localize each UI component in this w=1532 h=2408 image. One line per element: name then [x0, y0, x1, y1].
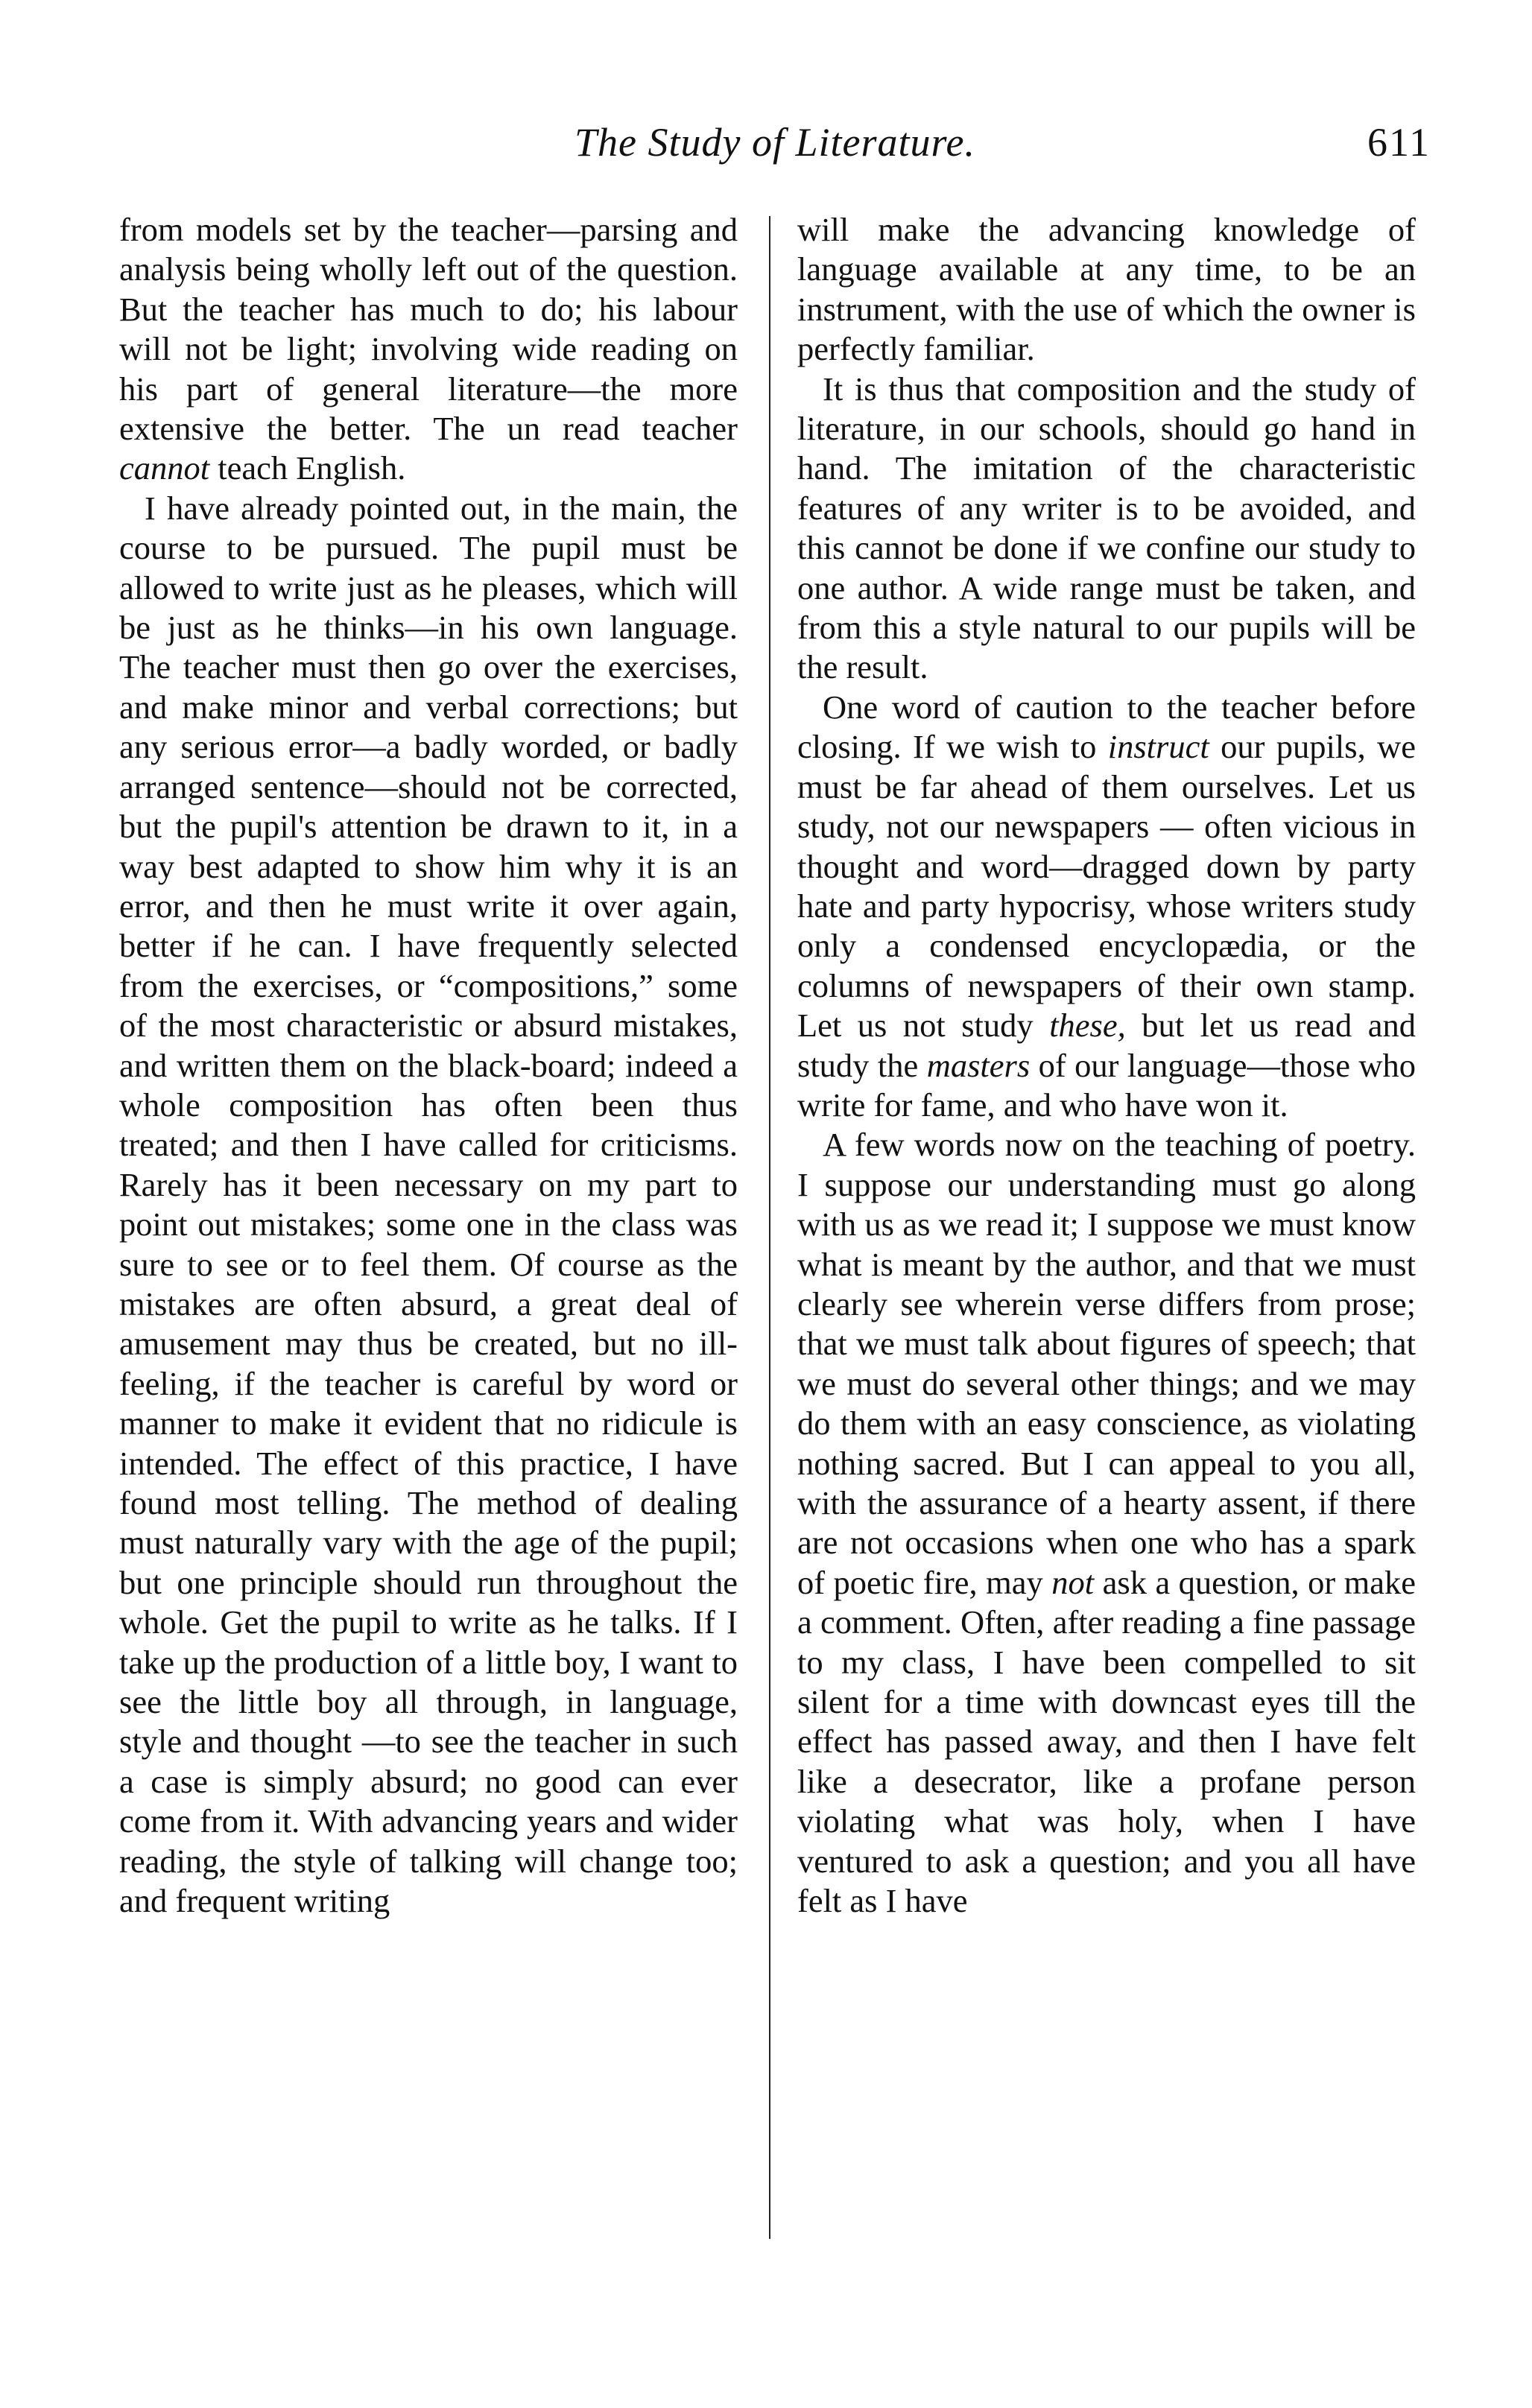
right-paragraph-3-text-a: One word of caution to the teacher before closing. If we wish to	[797, 688, 1416, 766]
right-paragraph-4-text-b: ask a question, or make a comment. Often, after reading a fine passage to my class, I have been compelled to sit silent for a time with downcast eyes till the effect has passed away, and then I have felt like a desecrator, like a profane person violating what was holy, when I have ventured to ask a question; and you all have felt as I have	[797, 1563, 1417, 1920]
page-number: 611	[1367, 120, 1431, 165]
right-paragraph-3-text-d: of our language—those who write for fame, and who have won it.	[797, 1046, 1417, 1124]
left-column	[119, 210, 738, 1921]
left-paragraph-1	[119, 210, 738, 489]
right-paragraph-4-text-a: A few words now on the teaching of poetry. I suppose our understanding must go along with us as we read it; I suppose we must know what is meant by the author, and that we must clearly see wherein verse differs from prose; that we must talk about figures of speech; that we must do several other things; and we may do them with an easy conscience, as violating nothing sacred. But I can appeal to you all, with the assurance of a hearty assent, if there are not occasions when one who has a spark of poetic fire, may	[797, 1126, 1416, 1601]
left-paragraph-2: I have already pointed out, in the main, the course to be pursued. The pupil must be allowed to write just as he pleases, which will be just as he thinks—in his own language. The teacher must then go over the exercises, and make minor and verbal corrections; but any serious error—a badly worded, or badly arranged sentence—should not be corrected, but the pupil's attention be drawn to it, in a way best adapted to show him why it is an error, and then he must write it over again, better if he can. I have frequently selected from the exercises, or “compositions,” some of the most characteristic or absurd mistakes, and written them on the black-board; indeed a whole composition has often been thus treated; and then I have called for criticisms. Rarely has it been necessary on my part to point out mistakes; some one in the class was sure to see or to feel them. Of course as the mistakes are often absurd, a great deal of amusement may thus be created, but no ill-feeling, if the teacher is careful by word or manner to make it evident that no ridicule is intended. The effect of this practice, I have found most telling. The method of dealing must naturally vary with the age of the pupil; but one principle should run throughout the whole. Get the pupil to write as he talks. If I take up the production of a little boy, I want to see the little boy all through, in language, style and thought —to see the teacher in such a case is simply absurd; no good can ever come from it. With advancing years and wider reading, the style of talking will change too; and frequent writing	[119, 489, 738, 1920]
running-title: The Study of Literature.	[574, 120, 975, 165]
right-paragraph-4	[797, 1125, 1416, 1921]
right-paragraph-1: will make the advancing knowledge of language available at any time, to be an instrument, with the use of which the owner is perfectly familiar.	[797, 211, 1416, 368]
right-paragraph-3-text-b: our pupils, we must be far ahead of them ourselves. Let us study, not our newspapers — often vicious in thought and word—dragged down by party hate and party hypocrisy, whose writers study only a condensed encyclopædia, or the columns of newspapers of their own stamp. Let us not study	[797, 728, 1416, 1045]
right-paragraph-4-emphasis-not: not	[1051, 1563, 1095, 1601]
right-paragraph-3-emphasis-instruct: instruct	[1107, 728, 1209, 766]
column-divider	[769, 216, 770, 2239]
right-paragraph-3-emphasis-these: these,	[1049, 1007, 1126, 1045]
left-paragraph-1-emphasis: cannot	[119, 449, 210, 487]
left-paragraph-1-text: from models set by the teacher—parsing and analysis being wholly left out of the question. But the teacher has much to do; his labour will not be light; involving wide reading on his part of general literature—the more extensive the better. The un read teacher	[119, 211, 738, 448]
right-paragraph-3-emphasis-masters: masters	[926, 1046, 1031, 1084]
right-column	[797, 210, 1416, 1921]
right-paragraph-3	[797, 688, 1416, 1125]
left-paragraph-1-end: teach English.	[218, 449, 406, 487]
right-paragraph-3-text-c: but let us read and study the	[797, 1007, 1417, 1084]
right-paragraph-2: It is thus that composition and the study of literature, in our schools, should go hand in hand. The imitation of the characteristic features of any writer is to be avoided, and this cannot be done if we confine our study to one author. A wide range must be taken, and from this a style natural to our pupils will be the result.	[797, 370, 1416, 686]
running-head	[119, 119, 1431, 171]
